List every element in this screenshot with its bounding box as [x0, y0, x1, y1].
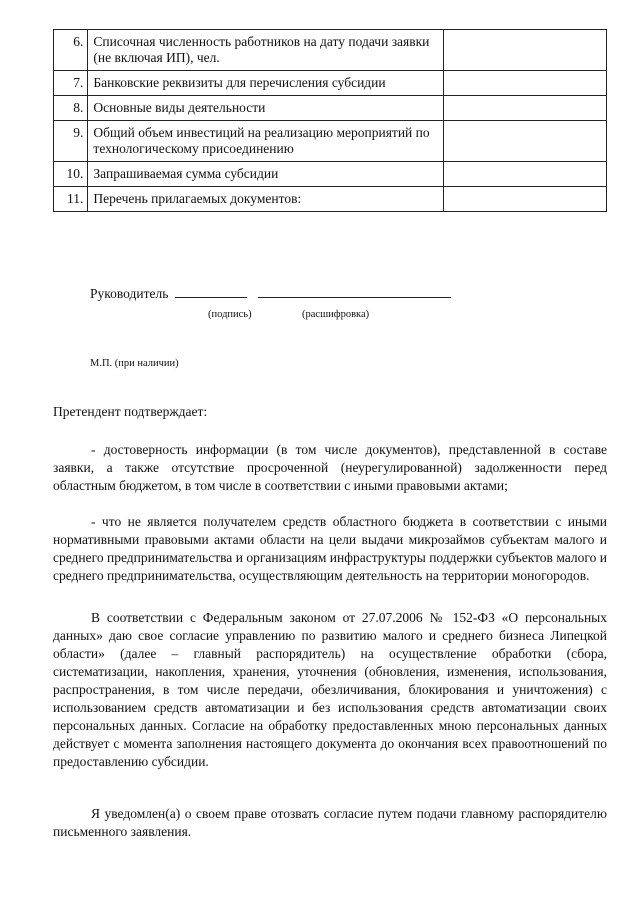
confirm-heading: Претендент подтверждает: — [53, 404, 208, 419]
row-label: Запрашиваемая сумма субсидии — [88, 162, 444, 187]
row-label: Списочная численность работников на дату подачи заявки (не включая ИП), чел. — [88, 30, 444, 71]
row-number: 11. — [54, 187, 88, 212]
row-label: Общий объем инвестиций на реализацию мероприятий по технологическому присоединению — [88, 121, 444, 162]
consent-paragraph: В соответствии с Федеральным законом от 27.07.2006 № 152-ФЗ «О персональных данных» даю свое согласие управлению по развитию малого и среднего бизнеса Липецкой области» (далее – главный распорядитель) на осуществление обработки (сбора, систематизации, накопления, хранения, уточнения (обновления, изменения, использования, распространения, в том числе передачи, обезличивания, блокирования и уничтожения) с использованием средств автоматизации и без использования средств автоматизации своих персональных данных. Согласие на обработку предоставленных мною персональных данных действует с момента заполнения настоящего документа до окончания всех правоотношений по предоставлению субсидии. — [53, 610, 607, 769]
caption-sign: (подпись) — [208, 309, 252, 320]
row-number: 10. — [54, 162, 88, 187]
row-label: Основные виды деятельности — [88, 96, 444, 121]
row-number: 7. — [54, 71, 88, 96]
application-table — [53, 29, 607, 212]
name-line[interactable] — [258, 285, 451, 298]
row-value-cell[interactable] — [443, 187, 606, 212]
row-number: 6. — [54, 30, 88, 71]
signature-block — [90, 285, 451, 302]
row-number: 8. — [54, 96, 88, 121]
confirm-item-2: - что не является получателем средств областного бюджета в соответствии с иными нормативными правовыми актами области на цели выдачи микрозаймов субъектам малого и среднего предпринимательства и организациям инфраструктуры поддержки субъектов малого и среднего предпринимательства, осуществляющим деятельность на территории моногородов. — [53, 514, 607, 583]
row-number: 9. — [54, 121, 88, 162]
notice-paragraph: Я уведомлен(а) о своем праве отозвать согласие путем подачи главному распорядителю письменного заявления. — [53, 806, 607, 839]
row-value-cell[interactable] — [443, 71, 606, 96]
row-label: Банковские реквизиты для перечисления субсидии — [88, 71, 444, 96]
table-row — [54, 121, 607, 162]
stamp-label: М.П. (при наличии) — [90, 358, 179, 369]
table-row — [54, 187, 607, 212]
row-value-cell[interactable] — [443, 162, 606, 187]
table-row — [54, 30, 607, 71]
caption-name: (расшифровка) — [302, 309, 370, 320]
signature-label: Руководитель — [90, 286, 169, 301]
table-row — [54, 71, 607, 96]
table-row — [54, 162, 607, 187]
row-value-cell[interactable] — [443, 30, 606, 71]
row-label: Перечень прилагаемых документов: — [88, 187, 444, 212]
table-row — [54, 96, 607, 121]
signature-line[interactable] — [175, 285, 247, 298]
confirm-item-1: - достоверность информации (в том числе документов), представленной в составе заявки, а также отсутствие просроченной (неурегулированной) задолженности перед областным бюджетом, в том числе в соответствии с иными правовыми актами; — [53, 442, 607, 493]
row-value-cell[interactable] — [443, 96, 606, 121]
row-value-cell[interactable] — [443, 121, 606, 162]
